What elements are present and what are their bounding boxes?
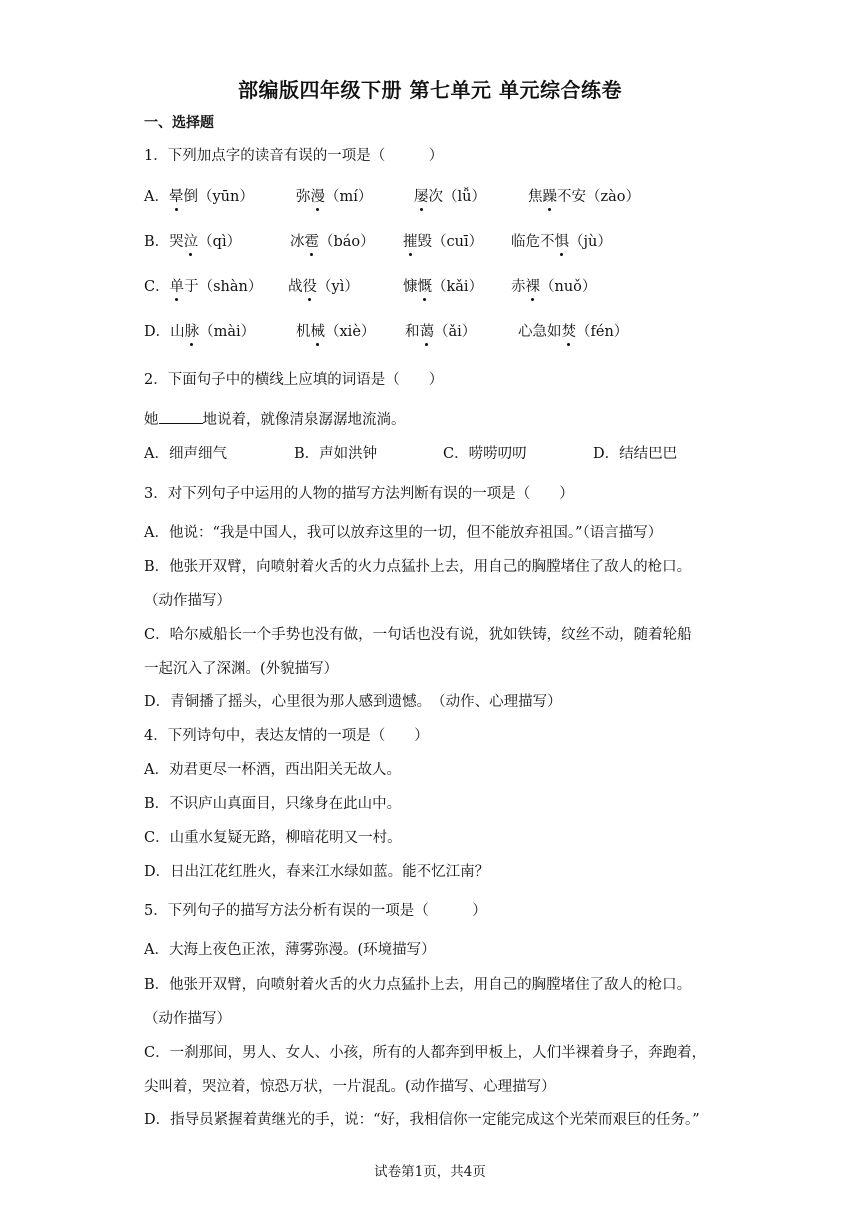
answer-blank[interactable]: [159, 409, 203, 424]
q1-option-d-2: 机械（xiè）: [296, 324, 376, 340]
q2-option-a: A．细声细气: [144, 446, 227, 462]
q5-line-4: C．一刹那间，男人、女人、小孩，所有的人都奔到甲板上，人们半裸着身子，奔跑着，: [144, 1045, 707, 1061]
page-title: 部编版四年级下册 第七单元 单元综合练卷: [238, 78, 622, 102]
q5-stem: 5．下列句子的描写方法分析有误的一项是（ ）: [144, 903, 487, 919]
q3-line-3: （动作描写）: [144, 593, 231, 609]
q5-line-2: B．他张开双臂，向喷射着火舌的火力点猛扑上去，用自己的胸膛堵住了敌人的枪口。: [144, 977, 692, 993]
q1-option-b-2: 冰雹（báo）: [290, 234, 375, 250]
q1-option-d-4: 心急如焚（fén）: [518, 324, 629, 340]
q1-option-a-2: 弥漫（mí）: [296, 189, 373, 205]
page-footer: 试卷第1页，共4页: [374, 1164, 486, 1180]
q4-line-1: A．劝君更尽一杯酒，西出阳关无故人。: [144, 762, 401, 778]
q1-option-c-4: 赤裸（nuǒ）: [511, 279, 597, 295]
q1-option-d-1: D．山脉（mài）: [144, 324, 256, 340]
q2-stem: 2．下面句子中的横线上应填的词语是（ ）: [144, 372, 444, 388]
q5-line-5: 尖叫着，哭泣着，惊恐万状，一片混乱。(动作描写、心理描写）: [144, 1079, 556, 1095]
q5-line-1: A．大海上夜色正浓，薄雾弥漫。(环境描写）: [144, 942, 436, 958]
q1-option-a-1: A．晕倒（yūn）: [144, 189, 254, 205]
q5-line-6: D．指导员紧握着黄继光的手，说：“好，我相信你一定能完成这个光荣而艰巨的任务。”: [144, 1112, 700, 1128]
q1-option-d-3: 和蔼（ǎi）: [405, 324, 477, 340]
q1-stem: 1．下列加点字的读音有误的一项是（ ）: [144, 148, 444, 164]
q1-option-b-1: B．哭泣（qì）: [144, 234, 242, 250]
q4-line-2: B．不识庐山真面目，只缘身在此山中。: [144, 796, 402, 812]
q2-option-d: D．结结巴巴: [593, 446, 678, 462]
q1-option-c-1: C．单于（shàn）: [144, 279, 263, 295]
q1-option-a-3: 屡次（lǚ）: [414, 189, 486, 205]
q3-line-4: C．哈尔威船长一个手势也没有做，一句话也没有说，犹如铁铸，纹丝不动，随着轮船: [144, 627, 692, 643]
q4-line-4: D．日出江花红胜火，春来江水绿如蓝。能不忆江南？: [144, 864, 490, 880]
q3-line-2: B．他张开双臂，向喷射着火舌的火力点猛扑上去，用自己的胸膛堵住了敌人的枪口。: [144, 559, 692, 575]
q1-option-c-2: 战役（yì）: [288, 279, 359, 295]
q1-option-c-3: 慷慨（kǎi）: [403, 279, 484, 295]
q2-option-b: B．声如洪钟: [294, 446, 378, 462]
q1-option-a-4: 焦躁不安（zào）: [528, 189, 641, 205]
q3-stem: 3．对下列句子中运用的人物的描写方法判断有误的一项是（ ）: [144, 486, 574, 502]
q4-stem: 4．下列诗句中，表达友情的一项是（ ）: [144, 728, 429, 744]
q3-line-5: 一起沉入了深渊。(外貌描写）: [144, 661, 339, 677]
q2-sentence: 她 地说着，就像清泉潺潺地流淌。: [144, 409, 406, 430]
q1-option-b-3: 摧毁（cuī）: [403, 234, 484, 250]
q4-line-3: C．山重水复疑无路，柳暗花明又一村。: [144, 830, 402, 846]
q2-option-c: C．唠唠叨叨: [443, 446, 527, 462]
section-heading: 一、选择题: [144, 115, 214, 131]
q1-option-b-4: 临危不惧（jù）: [511, 234, 612, 250]
q3-line-1: A．他说：“我是中国人，我可以放弃这里的一切，但不能放弃祖国。”（语言描写）: [144, 525, 663, 541]
q5-line-3: （动作描写）: [144, 1011, 231, 1027]
q3-line-6: D．青铜播了摇头，心里很为那人感到遗憾。 （动作、心理描写）: [144, 694, 562, 710]
